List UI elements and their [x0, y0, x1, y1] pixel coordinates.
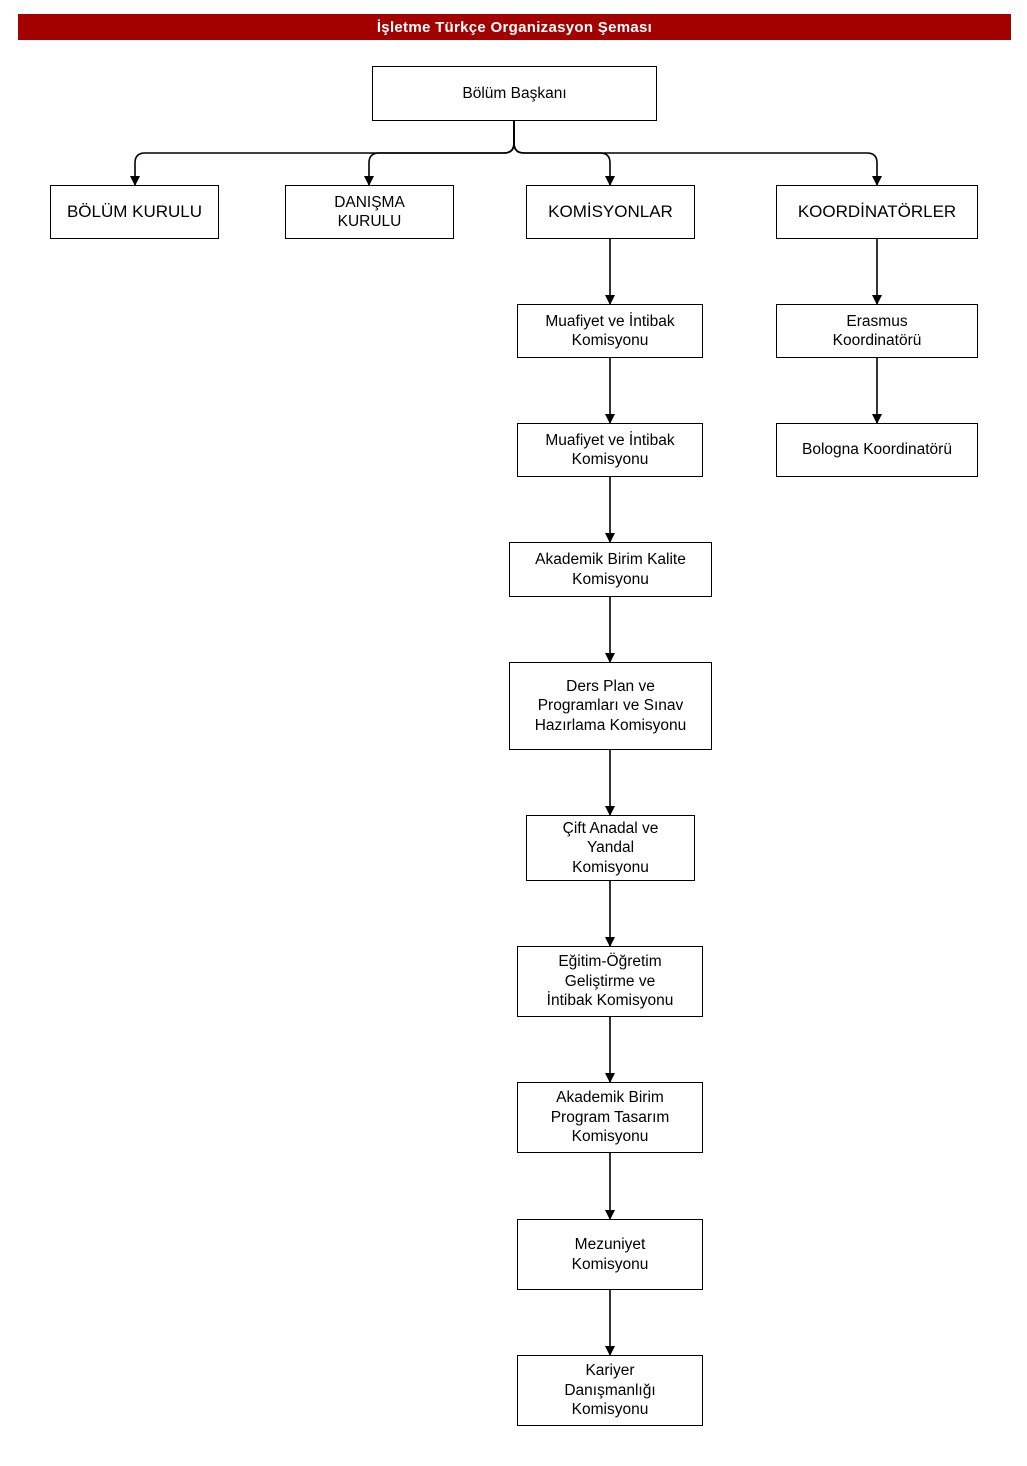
- node-label: KOMİSYONLAR: [548, 202, 673, 222]
- node-committee-2: [517, 423, 703, 477]
- node-label-line: Komisyonu: [571, 1255, 649, 1273]
- node-label-line: DANIŞMA: [334, 193, 405, 211]
- node-label-line: Hazırlama Komisyonu: [534, 716, 687, 734]
- node-danisma-kurulu: [285, 185, 454, 239]
- node-label-line: Kariyer: [585, 1362, 635, 1380]
- node-label-line: Komisyonu: [571, 1128, 649, 1146]
- node-label-line: Komisyonu: [572, 570, 649, 588]
- node-label-line: Eğitim-Öğretim: [558, 953, 662, 971]
- node-committee-8: [517, 1219, 703, 1290]
- node-label-line: Akademik Birim: [556, 1089, 664, 1107]
- node-committee-5: [526, 815, 695, 881]
- node-koordinatorler: [776, 185, 978, 239]
- node-label-line: Komisyonu: [572, 858, 649, 876]
- node-label-line: Çift Anadal ve: [562, 819, 659, 837]
- node-label-line: Mezuniyet: [574, 1236, 646, 1253]
- node-bolum-baskani: [372, 66, 657, 121]
- node-label-line: Muafiyet ve İntibak: [545, 312, 675, 330]
- node-committee-9: [517, 1355, 703, 1426]
- node-label-line: Komisyonu: [571, 451, 649, 468]
- node-label-line: Geliştirme ve: [564, 972, 656, 990]
- node-committee-6: [517, 946, 703, 1017]
- node-label-line: Ders Plan ve: [566, 677, 655, 695]
- node-committee-7: [517, 1082, 703, 1153]
- node-committee-1: [517, 304, 703, 358]
- node-label-line: Koordinatörü: [832, 332, 922, 349]
- node-label-line: İntibak Komisyonu: [546, 992, 674, 1010]
- node-label-line: Yandal: [586, 839, 635, 857]
- node-label: KOORDİNATÖRLER: [797, 202, 957, 222]
- node-label: Bölüm Başkanı: [462, 84, 567, 102]
- node-label: Bologna Koordinatörü: [802, 441, 952, 459]
- node-komisyonlar: [526, 185, 695, 239]
- node-label-line: Muafiyet ve İntibak: [545, 431, 675, 449]
- node-bolum-kurulu: [50, 185, 219, 239]
- node-erasmus-koordinatoru: [776, 304, 978, 358]
- node-bologna-koordinatoru: [776, 423, 978, 477]
- node-label-line: Programları ve Sınav: [537, 697, 684, 715]
- page-title: İşletme Türkçe Organizasyon Şeması: [18, 14, 1011, 40]
- node-label-line: Komisyonu: [571, 1401, 649, 1419]
- node-label-line: Program Tasarım: [550, 1108, 670, 1126]
- connector-head-koordinatorler: [514, 121, 877, 185]
- connector-head-danisma: [369, 121, 514, 185]
- node-label-line: Danışmanlığı: [564, 1381, 656, 1399]
- node-label-line: Akademik Birim Kalite: [535, 551, 686, 568]
- node-label-line: Erasmus: [846, 312, 908, 330]
- node-committee-3: [509, 542, 712, 597]
- node-label: BÖLÜM KURULU: [66, 202, 203, 222]
- node-label-line: KURULU: [337, 213, 402, 230]
- node-committee-4: [509, 662, 712, 750]
- node-label-line: Komisyonu: [571, 332, 649, 349]
